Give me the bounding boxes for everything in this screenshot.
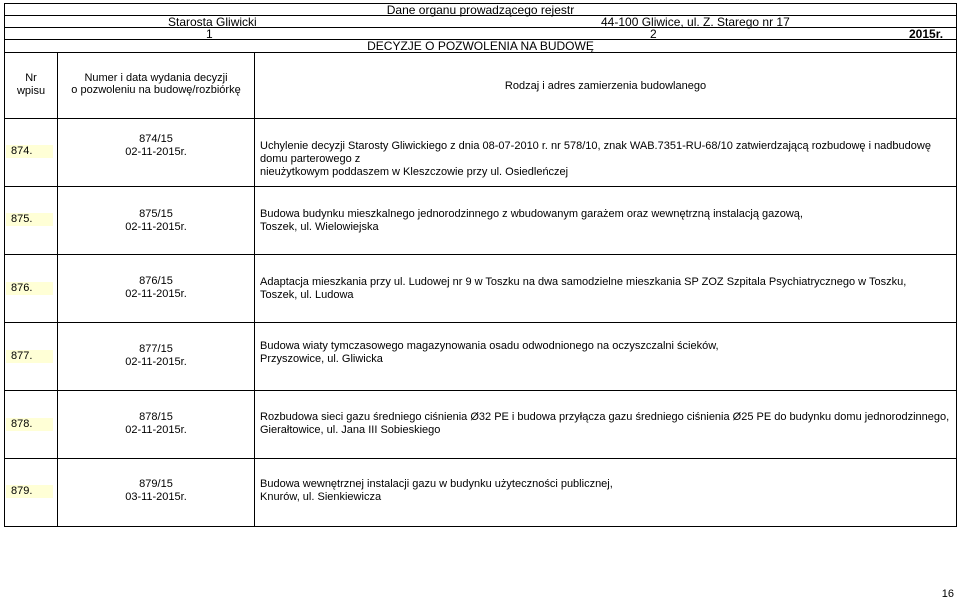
decision-date: 02-11-2015r. bbox=[125, 221, 187, 233]
decision-number: 879/15 bbox=[139, 478, 173, 490]
register-year: 2015r. bbox=[909, 27, 944, 41]
description-cell bbox=[260, 208, 950, 234]
entry-number: 879. bbox=[6, 485, 53, 498]
entry-number: 875. bbox=[6, 213, 53, 226]
decision-cell bbox=[63, 208, 249, 234]
decision-date: 03-11-2015r. bbox=[125, 491, 187, 503]
entry-number: 878. bbox=[6, 418, 53, 431]
column-divider bbox=[254, 323, 255, 390]
nr-header-line2: wpisu bbox=[16, 85, 46, 97]
decision-header-line1: Numer i data wydania decyzji bbox=[84, 72, 228, 84]
table-row bbox=[4, 255, 957, 323]
description-line: Budowa wewnętrznej instalacji gazu w budynku użyteczności publicznej, bbox=[260, 478, 613, 490]
table-row bbox=[4, 119, 957, 187]
table-row bbox=[4, 323, 957, 391]
decision-number: 874/15 bbox=[139, 133, 173, 145]
description-cell bbox=[260, 478, 950, 504]
table-row bbox=[4, 187, 957, 255]
decision-date: 02-11-2015r. bbox=[125, 424, 187, 436]
register-name-row bbox=[4, 39, 957, 53]
description-line: Rozbudowa sieci gazu średniego ciśnienia Ø32 PE i budowa przyłącza gazu średniego ciśnienia Ø25 PE do budynku domu jednorodzinnego, bbox=[260, 411, 950, 423]
column-divider bbox=[254, 187, 255, 254]
column-headers bbox=[4, 52, 957, 119]
column-divider bbox=[57, 323, 58, 390]
page-number: 16 bbox=[941, 588, 954, 599]
entry-number: 874. bbox=[6, 145, 53, 158]
column-divider bbox=[57, 255, 58, 322]
description-cell bbox=[260, 140, 950, 179]
column-divider bbox=[57, 119, 58, 186]
description-cell bbox=[260, 411, 950, 437]
column-divider bbox=[254, 255, 255, 322]
description-line: Toszek, ul. Ludowa bbox=[260, 289, 354, 301]
description-line: nieużytkowym poddaszem w Kleszczowie przy ul. Osiedleńczej bbox=[260, 166, 569, 178]
decision-number: 876/15 bbox=[139, 275, 173, 287]
column-divider bbox=[57, 187, 58, 254]
description-cell bbox=[260, 340, 950, 366]
table-row bbox=[4, 391, 957, 459]
decision-number: 877/15 bbox=[139, 343, 173, 355]
organ-address: 44-100 Gliwice, ul. Z. Starego nr 17 bbox=[601, 15, 790, 29]
decision-cell bbox=[63, 343, 249, 369]
organ-name: Starosta Gliwicki bbox=[168, 15, 257, 29]
description-line: Budowa wiaty tymczasowego magazynowania osadu odwodnionego na oczyszczalni ścieków, bbox=[260, 340, 719, 352]
description-line: Uchylenie decyzji Starosty Gliwickiego z dnia 08-07-2010 r. nr 578/10, znak WAB.7351-RU-68/10 zatwierdzającą rozbudowę i nadbudowę domu parterowego z bbox=[260, 140, 931, 165]
decision-cell bbox=[63, 275, 249, 301]
decision-cell bbox=[63, 478, 249, 504]
column-divider bbox=[57, 391, 58, 458]
decision-cell bbox=[63, 133, 249, 159]
description-line: Adaptacja mieszkania przy ul. Ludowej nr 9 w Toszku na dwa samodzielne mieszkania SP ZOZ Szpitala Psychiatrycznego w Toszku, bbox=[260, 276, 907, 288]
decision-header-line2: o pozwoleniu na budowę/rozbiórkę bbox=[71, 84, 241, 96]
description-header: Rodzaj i adres zamierzenia budowlanego bbox=[504, 80, 707, 92]
decision-date: 02-11-2015r. bbox=[125, 356, 187, 368]
description-line: Gierałtowice, ul. Jana III Sobieskiego bbox=[260, 424, 441, 436]
description-line: Toszek, ul. Wielowiejska bbox=[260, 221, 379, 233]
column-divider bbox=[57, 459, 58, 526]
column-index-1: 1 bbox=[206, 27, 213, 41]
column-index-2: 2 bbox=[650, 27, 657, 41]
decision-date: 02-11-2015r. bbox=[125, 288, 187, 300]
column-divider bbox=[254, 391, 255, 458]
nr-header-line1: Nr bbox=[25, 72, 37, 84]
column-divider bbox=[254, 459, 255, 526]
decision-number: 878/15 bbox=[139, 411, 173, 423]
table-row bbox=[4, 459, 957, 527]
header-title-text: Dane organu prowadzącego rejestr bbox=[386, 3, 575, 17]
entry-number: 877. bbox=[6, 350, 53, 363]
description-line: Knurów, ul. Sienkiewicza bbox=[260, 491, 382, 503]
entry-number: 876. bbox=[6, 282, 53, 295]
register-name: DECYZJE O POZWOLENIA NA BUDOWĘ bbox=[367, 39, 594, 53]
description-cell bbox=[260, 276, 950, 302]
column-divider bbox=[254, 119, 255, 186]
description-line: Budowa budynku mieszkalnego jednorodzinnego z wbudowanym garażem oraz wewnętrzną instalacją gazową, bbox=[260, 208, 803, 220]
decision-cell bbox=[63, 411, 249, 437]
decision-number: 875/15 bbox=[139, 208, 173, 220]
decision-date: 02-11-2015r. bbox=[125, 146, 187, 158]
description-line: Przyszowice, ul. Gliwicka bbox=[260, 353, 383, 365]
